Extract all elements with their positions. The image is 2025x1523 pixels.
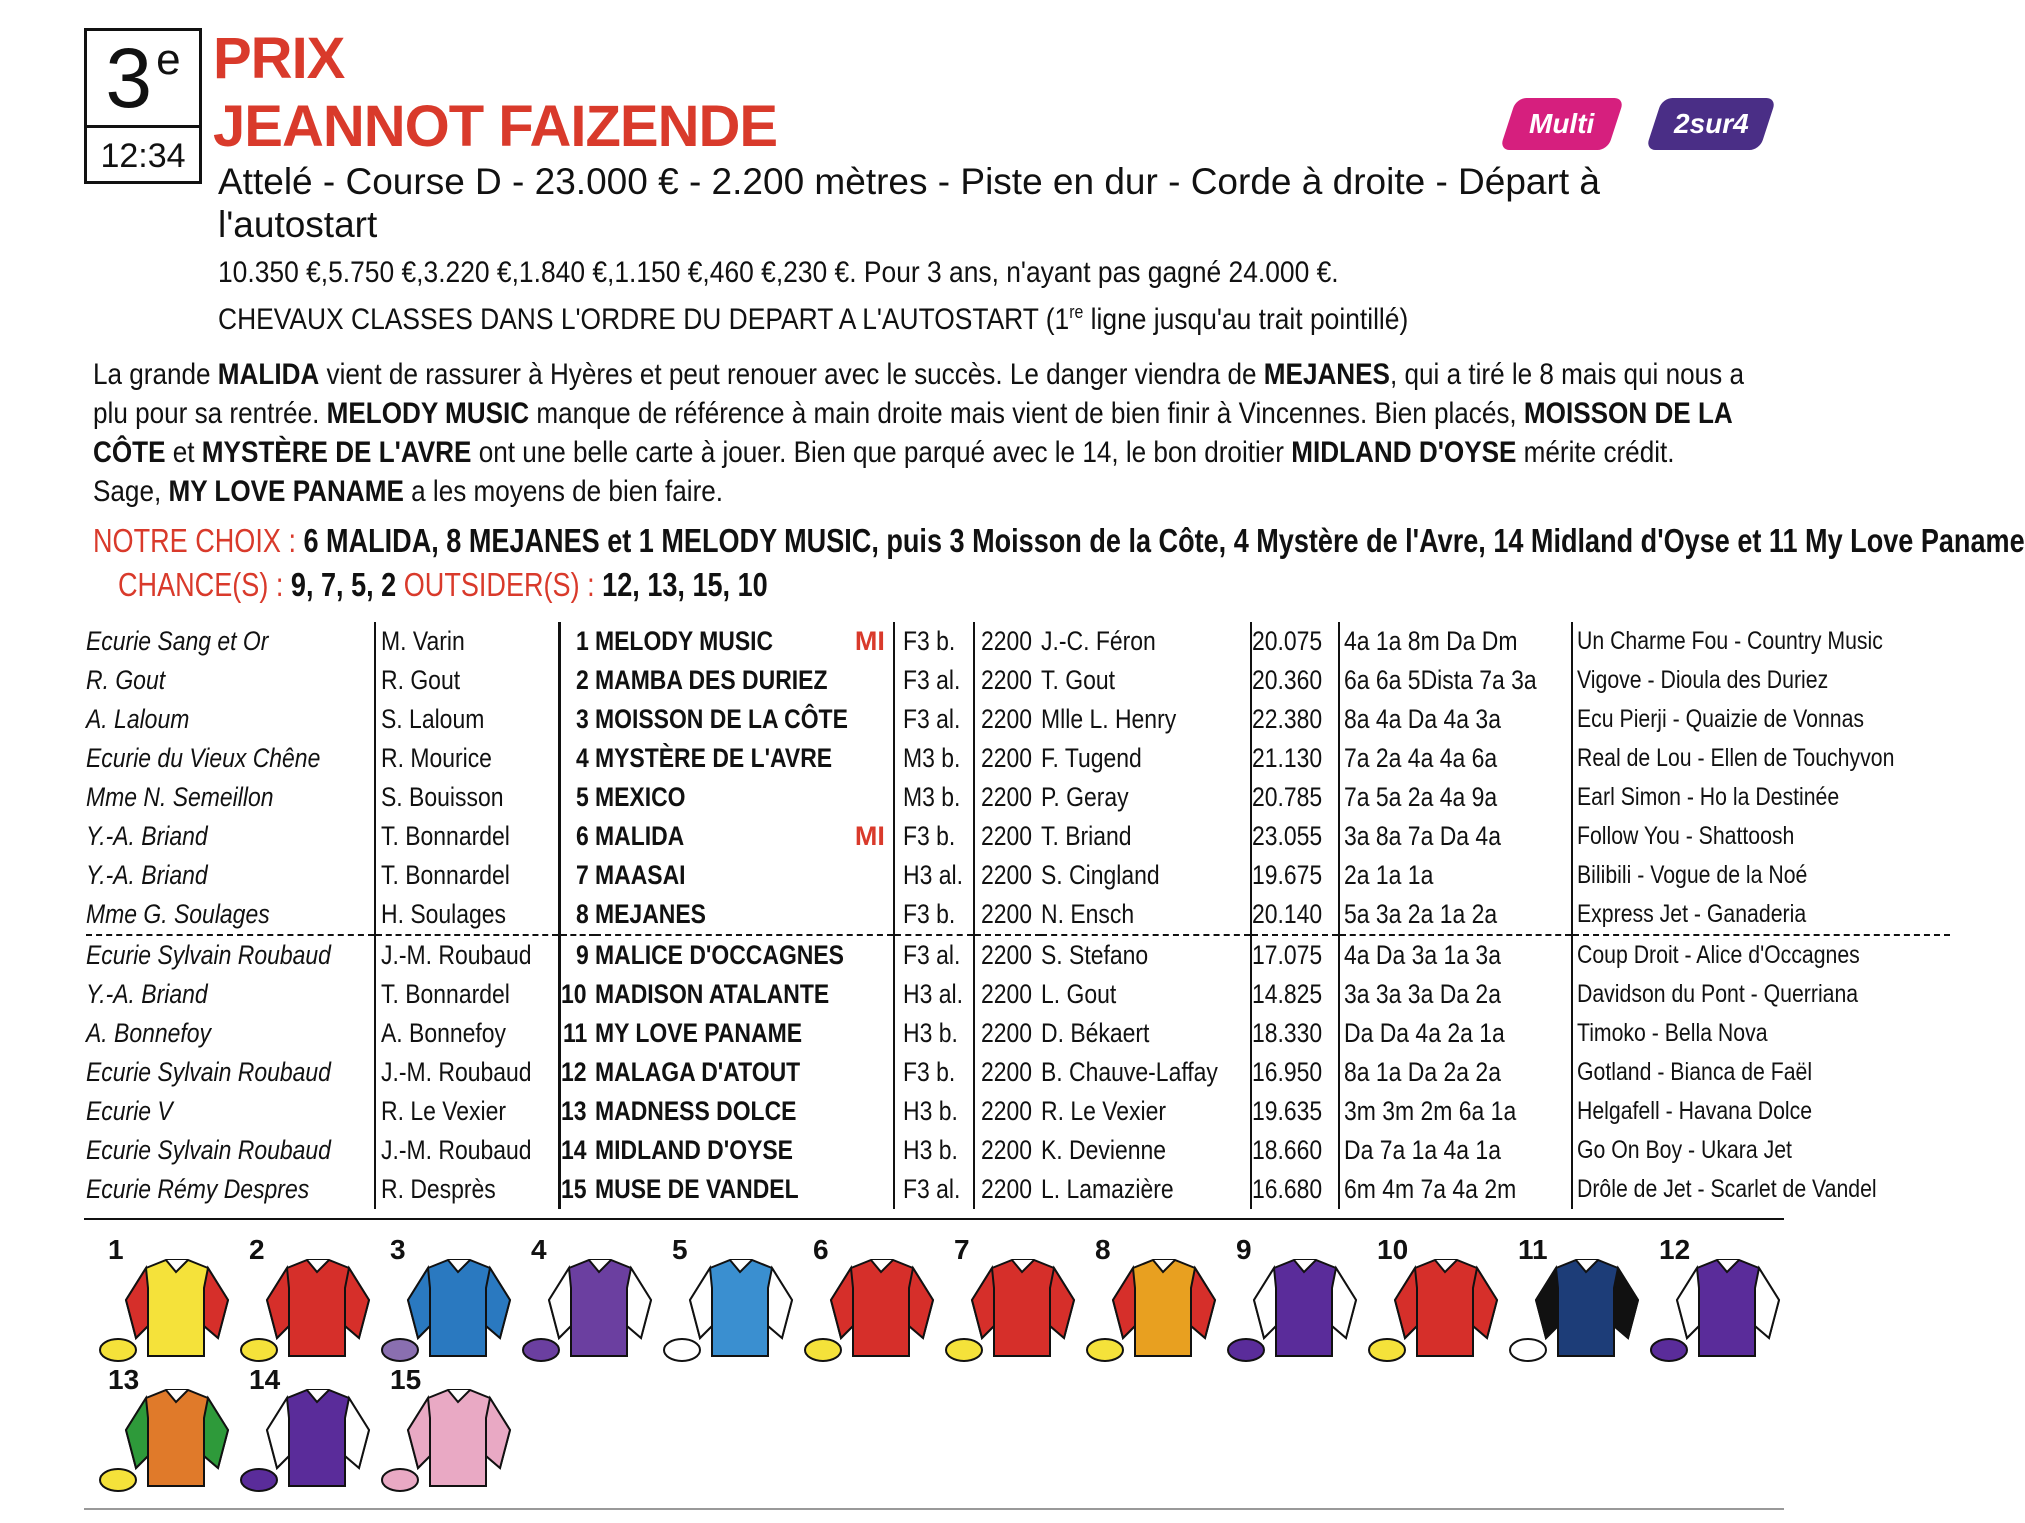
silk-number: 15 [390, 1364, 422, 1395]
runner-owner: Y.-A. Briand [86, 817, 375, 856]
runner-pedigree: Helgafell - Havana Dolce [1576, 1097, 1812, 1125]
silk-number: 2 [249, 1234, 265, 1265]
runner-number: 2 [576, 665, 590, 695]
silk-jacket [96, 1234, 236, 1363]
silk-number: 10 [1377, 1234, 1409, 1265]
runner-row [86, 739, 1950, 778]
runner-distance: 2200 [981, 1018, 1033, 1048]
runner-pedigree: Real de Lou - Ellen de Touchyvon [1576, 744, 1895, 772]
runner-sex: M3 b. [894, 739, 975, 778]
runner-perf: 4a Da 3a 1a 3a [1339, 935, 1572, 975]
runner-trainer: T. Bonnardel [375, 975, 560, 1014]
runner-perf: 7a 2a 4a 4a 6a [1339, 739, 1572, 778]
runner-trainer: S. Bouisson [375, 778, 560, 817]
runner-owner: Ecurie Sylvain Roubaud [86, 935, 375, 975]
runner-gains: 23.055 [1251, 817, 1340, 856]
runner-trainer: R. Mourice [375, 739, 560, 778]
silk-number: 1 [108, 1234, 124, 1265]
silk-jacket [1506, 1234, 1646, 1363]
mi-flag: MI [854, 821, 885, 851]
runner-sex: H3 b. [894, 1131, 975, 1170]
runner-driver: F. Tugend [1041, 739, 1250, 778]
silk-jacket [378, 1234, 518, 1363]
runner-pedigree: Davidson du Pont - Querriana [1576, 980, 1858, 1008]
runner-sex: H3 b. [894, 1092, 975, 1131]
silk-jacket [96, 1364, 236, 1493]
runner-driver: D. Békaert [1041, 1014, 1250, 1053]
runner-number: 9 [576, 940, 590, 970]
runner-sex: F3 b. [894, 817, 975, 856]
runner-driver: S. Cingland [1041, 856, 1250, 895]
runner-pedigree: Earl Simon - Ho la Destinée [1576, 783, 1840, 811]
silk-jacket [519, 1234, 659, 1363]
runner-gains: 14.825 [1251, 975, 1340, 1014]
runner-distance: 2200 [981, 1057, 1033, 1087]
silk-jacket [660, 1234, 800, 1363]
silk-number: 8 [1095, 1234, 1111, 1265]
runner-number: 11 [562, 1018, 588, 1048]
runner-number: 5 [576, 782, 590, 812]
silk-jacket [237, 1364, 377, 1493]
runner-pedigree: Express Jet - Ganaderia [1572, 895, 1950, 935]
runner-driver: S. Stefano [1041, 935, 1250, 975]
chances-outsiders: CHANCE(S) : 9, 7, 5, 2 OUTSIDER(S) : 12, 13, 15, 10 [118, 566, 768, 603]
runner-gains: 16.680 [1251, 1170, 1340, 1209]
silk-jacket [1224, 1234, 1364, 1363]
runner-row [86, 1092, 1950, 1131]
runner-owner: Y.-A. Briand [86, 975, 375, 1014]
runner-pedigree: Gotland - Bianca de Faël [1576, 1058, 1812, 1086]
runner-trainer: R. Le Vexier [375, 1092, 560, 1131]
runner-row [86, 1014, 1950, 1053]
runner-number: 7 [576, 860, 590, 890]
runner-distance: 2200 [974, 895, 1041, 935]
runner-gains: 18.330 [1251, 1014, 1340, 1053]
runner-row [86, 661, 1950, 700]
runner-owner: A. Laloum [86, 700, 375, 739]
runner-perf: Da Da 4a 2a 1a [1339, 1014, 1572, 1053]
runner-trainer: T. Bonnardel [375, 856, 560, 895]
runner-driver: Mlle L. Henry [1041, 700, 1250, 739]
runner-perf: 6a 6a 5Dista 7a 3a [1339, 661, 1572, 700]
runner-gains: 20.360 [1251, 661, 1340, 700]
silk-jacket [942, 1234, 1082, 1363]
silk-jacket [801, 1234, 941, 1363]
runner-horse: MUSE DE VANDEL [595, 1170, 894, 1209]
runner-sex: F3 al. [894, 935, 975, 975]
silk-jacket [1365, 1234, 1505, 1363]
runner-pedigree: Timoko - Bella Nova [1576, 1019, 1768, 1047]
runner-distance: 2200 [981, 1135, 1033, 1165]
runner-perf: Da 7a 1a 4a 1a [1339, 1131, 1572, 1170]
runner-perf: 3m 3m 2m 6a 1a [1339, 1092, 1572, 1131]
runner-horse: MIDLAND D'OYSE [595, 1131, 894, 1170]
runner-pedigree: Go On Boy - Ukara Jet [1576, 1136, 1792, 1164]
runner-gains: 19.635 [1251, 1092, 1340, 1131]
runner-gains: 21.130 [1251, 739, 1340, 778]
runner-trainer: R. Gout [375, 661, 560, 700]
silk-jacket [1083, 1234, 1223, 1363]
runner-gains: 22.380 [1251, 700, 1340, 739]
table-bottom-rule [84, 1218, 1784, 1220]
runner-perf: 3a 3a 3a Da 2a [1339, 975, 1572, 1014]
runner-driver: T. Gout [1041, 661, 1250, 700]
multi-badge: Multi [1500, 98, 1625, 150]
runner-pedigree: Un Charme Fou - Country Music [1576, 627, 1883, 655]
runner-horse: MALIDA MI [595, 817, 894, 856]
runner-trainer: R. Desprès [375, 1170, 560, 1209]
runner-horse: MAMBA DES DURIEZ [595, 661, 894, 700]
runner-driver: L. Lamazière [1041, 1170, 1250, 1209]
runner-sex: F3 b. [894, 622, 975, 661]
silk-number: 13 [108, 1364, 140, 1395]
runner-distance: 2200 [981, 1174, 1033, 1204]
runner-gains: 17.075 [1251, 935, 1340, 975]
runner-distance: 2200 [981, 626, 1033, 656]
runner-sex: M3 b. [894, 778, 975, 817]
mi-flag: MI [854, 626, 885, 656]
runner-perf: 2a 1a 1a [1339, 856, 1572, 895]
runners-table [86, 622, 1950, 1209]
runner-driver: B. Chauve-Laffay [1041, 1053, 1250, 1092]
runner-row [86, 895, 1950, 935]
runner-row [86, 1131, 1950, 1170]
runner-number: 1 [576, 626, 590, 656]
runner-owner: Ecurie Sang et Or [86, 622, 375, 661]
runner-distance: 2200 [981, 704, 1033, 734]
runner-perf: 8a 4a Da 4a 3a [1339, 700, 1572, 739]
silk-number: 12 [1659, 1234, 1691, 1265]
runner-gains: 16.950 [1251, 1053, 1340, 1092]
race-conditions-start: CHEVAUX CLASSES DANS L'ORDRE DU DEPART A L'AUTOSTART (1re ligne jusqu'au trait pointillé) [218, 302, 1409, 336]
runner-driver: J.-C. Féron [1041, 622, 1250, 661]
runner-trainer: J.-M. Roubaud [375, 1053, 560, 1092]
runner-distance: 2200 [981, 979, 1033, 1009]
page-bottom-rule [84, 1508, 1784, 1510]
runner-gains: 19.675 [1251, 856, 1340, 895]
runner-perf: 3a 8a 7a Da 4a [1339, 817, 1572, 856]
runner-sex: F3 al. [894, 1170, 975, 1209]
runner-sex: F3 al. [894, 700, 975, 739]
runner-driver: R. Le Vexier [1041, 1092, 1250, 1131]
runner-distance: 2200 [981, 821, 1033, 851]
runner-row [86, 622, 1950, 661]
silk-number: 11 [1518, 1234, 1548, 1265]
runner-driver: P. Geray [1041, 778, 1250, 817]
runner-horse: MYSTÈRE DE L'AVRE [595, 739, 894, 778]
runner-sex: F3 al. [894, 661, 975, 700]
runner-perf: 4a 1a 8m Da Dm [1339, 622, 1572, 661]
runner-owner: Ecurie Rémy Despres [86, 1170, 375, 1209]
runner-owner: Ecurie V [86, 1092, 375, 1131]
runner-gains: 20.785 [1251, 778, 1340, 817]
runner-gains: 20.140 [1251, 895, 1340, 935]
runner-trainer: A. Bonnefoy [375, 1014, 560, 1053]
runner-perf: 8a 1a Da 2a 2a [1339, 1053, 1572, 1092]
2sur4-badge: 2sur4 [1646, 98, 1777, 150]
runner-horse: MOISSON DE LA CÔTE [595, 700, 894, 739]
runner-horse: MELODY MUSIC MI [595, 622, 894, 661]
runner-driver: K. Devienne [1041, 1131, 1250, 1170]
runner-pedigree: Drôle de Jet - Scarlet de Vandel [1576, 1175, 1877, 1203]
silk-number: 9 [1236, 1234, 1252, 1265]
runner-horse: MY LOVE PANAME [595, 1014, 894, 1053]
silk-number: 14 [249, 1364, 281, 1395]
runner-driver: T. Briand [1041, 817, 1250, 856]
runner-row [86, 975, 1950, 1014]
runner-distance: 2200 [981, 860, 1033, 890]
runner-horse: MALAGA D'ATOUT [595, 1053, 894, 1092]
runner-owner: Ecurie du Vieux Chêne [86, 739, 375, 778]
silk-number: 7 [954, 1234, 970, 1265]
runner-horse: MEXICO [595, 778, 894, 817]
runner-distance: 2200 [981, 665, 1033, 695]
silk-number: 4 [531, 1234, 547, 1265]
runner-number: 8 [560, 895, 596, 935]
runner-owner: Y.-A. Briand [86, 856, 375, 895]
runner-pedigree: Bilibili - Vogue de la Noé [1576, 861, 1808, 889]
race-title-line1: PRIX [213, 26, 345, 91]
race-number: 3e [87, 31, 199, 128]
runner-trainer: S. Laloum [375, 700, 560, 739]
runner-perf: 7a 5a 2a 4a 9a [1339, 778, 1572, 817]
runner-pedigree: Follow You - Shattoosh [1576, 822, 1795, 850]
runner-owner: R. Gout [86, 661, 375, 700]
runner-sex: H3 b. [894, 1014, 975, 1053]
runner-perf: 6m 4m 7a 4a 2m [1339, 1170, 1572, 1209]
silk-jacket [1647, 1234, 1787, 1363]
runner-gains: 20.075 [1251, 622, 1340, 661]
runner-row [86, 1053, 1950, 1092]
runner-horse: MADISON ATALANTE [595, 975, 894, 1014]
runner-horse: MAASAI [595, 856, 894, 895]
notre-choix: NOTRE CHOIX : 6 MALIDA, 8 MEJANES et 1 MELODY MUSIC, puis 3 Moisson de la Côte, 4 Mystère de l'Avre, 14 Midland d'Oyse et 11 My Love Paname [93, 522, 2025, 559]
runner-number: 3 [576, 704, 590, 734]
silk-jacket [237, 1234, 377, 1363]
runner-pedigree: Vigove - Dioula des Duriez [1576, 666, 1829, 694]
runner-distance: 2200 [981, 1096, 1033, 1126]
runner-row [86, 700, 1950, 739]
runner-owner: A. Bonnefoy [86, 1014, 375, 1053]
runner-trainer: T. Bonnardel [375, 817, 560, 856]
runner-pedigree: Coup Droit - Alice d'Occagnes [1576, 941, 1860, 969]
runner-owner: Ecurie Sylvain Roubaud [86, 1131, 375, 1170]
race-conditions-prizes: 10.350 €,5.750 €,3.220 €,1.840 €,1.150 €,460 €,230 €. Pour 3 ans, n'ayant pas gagné 24.000 €. [218, 256, 1339, 289]
runner-number: 12 [561, 1057, 587, 1087]
runner-row [86, 856, 1950, 895]
runner-row [86, 1170, 1950, 1209]
runner-horse: MEJANES [595, 895, 894, 935]
runner-number: 15 [561, 1174, 587, 1204]
runner-trainer: J.-M. Roubaud [375, 1131, 560, 1170]
runner-trainer: H. Soulages [375, 895, 560, 935]
runner-number: 10 [561, 979, 587, 1009]
runner-pedigree: Ecu Pierji - Quaizie de Vonnas [1576, 705, 1864, 733]
silk-number: 6 [813, 1234, 829, 1265]
race-title-line2: JEANNOT FAIZENDE [213, 94, 778, 159]
runner-sex: F3 b. [894, 1053, 975, 1092]
race-number-box [84, 28, 202, 184]
runner-distance: 2200 [981, 782, 1033, 812]
runner-number: 4 [576, 743, 590, 773]
silk-jacket [378, 1364, 518, 1493]
commentary: La grande MALIDA vient de rassurer à Hyères et peut renouer avec le succès. Le danger viendra de MEJANES, qui a tiré le 8 mais qui nous a plu pour sa rentrée. MELODY MUSIC manque de référence à main droite mais vient de bien finir à Vincennes. Bien placés, MOISSON DE LA CÔTE et MYSTÈRE DE L'AVRE ont une belle carte à jouer. Bien que parqué avec le 14, le bon droitier MIDLAND D'OYSE mérite crédit. Sage, MY LOVE PANAME a les moyens de bien faire. [93, 358, 1744, 508]
runner-number: 6 [576, 821, 590, 851]
race-time: 12:34 [100, 137, 186, 175]
race-subtitle-line2: l'autostart [218, 204, 378, 245]
silk-number: 3 [390, 1234, 406, 1265]
runner-trainer: M. Varin [375, 622, 560, 661]
runner-horse: MALICE D'OCCAGNES [595, 935, 894, 975]
runner-sex: H3 al. [894, 975, 975, 1014]
runner-driver: N. Ensch [1041, 895, 1250, 935]
runner-driver: L. Gout [1041, 975, 1250, 1014]
runner-row [86, 817, 1950, 856]
runner-number: 13 [561, 1096, 587, 1126]
runner-perf: 5a 3a 2a 1a 2a [1339, 895, 1572, 935]
runner-row [86, 778, 1950, 817]
runner-owner: Mme G. Soulages [86, 895, 375, 935]
runner-sex: H3 al. [894, 856, 975, 895]
runner-owner: Mme N. Semeillon [86, 778, 375, 817]
runner-gains: 18.660 [1251, 1131, 1340, 1170]
runner-distance: 2200 [981, 743, 1033, 773]
runner-number: 14 [561, 1135, 587, 1165]
runner-sex: F3 b. [894, 895, 975, 935]
race-subtitle-line1: Attelé - Course D - 23.000 € - 2.200 mètres - Piste en dur - Corde à droite - Départ à [218, 161, 1600, 202]
runner-trainer: J.-M. Roubaud [375, 935, 560, 975]
silk-number: 5 [672, 1234, 688, 1265]
runner-row [86, 935, 1950, 975]
runner-horse: MADNESS DOLCE [595, 1092, 894, 1131]
runner-owner: Ecurie Sylvain Roubaud [86, 1053, 375, 1092]
runner-distance: 2200 [981, 940, 1033, 970]
